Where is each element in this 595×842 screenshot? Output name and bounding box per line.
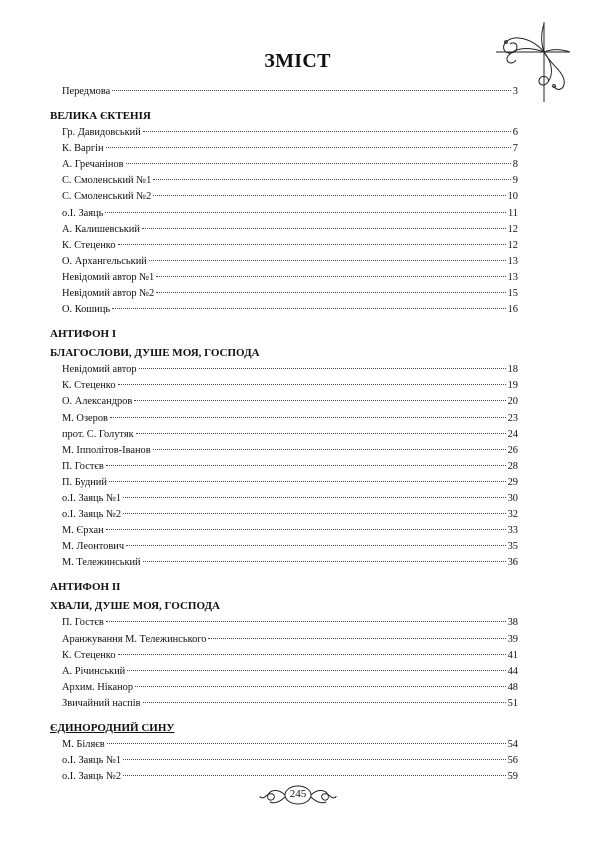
toc-entry[interactable] (50, 459, 518, 475)
toc-entry-label: М. Тележинський (62, 557, 141, 569)
toc-entry-label: О. Кошиць (62, 304, 111, 316)
toc-entry-label: о.І. Заяць (62, 207, 104, 219)
toc-entry-page: 54 (507, 739, 518, 750)
toc-entry-label: С. Смоленський №2 (62, 191, 152, 203)
toc-entry-page: 23 (507, 412, 518, 424)
page-title: ЗМІСТ (264, 50, 331, 72)
page-number-ornament (258, 782, 338, 808)
toc-entry-page: 35 (507, 541, 518, 553)
toc-entry-label: П. Гостєв (62, 460, 104, 472)
toc-entry[interactable] (50, 362, 518, 378)
toc-entry-page: 24 (507, 428, 518, 440)
toc-entry[interactable] (50, 491, 518, 507)
toc-entry-page: 3 (512, 86, 518, 97)
dot-leader (118, 244, 506, 245)
section-heading (50, 720, 518, 737)
toc-entry[interactable] (50, 270, 518, 286)
toc-entry-label: К. Стеценко (62, 649, 116, 661)
toc-entry-label: Гр. Давидовський (62, 127, 141, 139)
toc-entry[interactable] (50, 254, 518, 270)
dot-leader (127, 670, 505, 671)
dot-leader (135, 686, 506, 687)
dot-leader (123, 497, 506, 498)
toc-entry[interactable] (50, 615, 518, 631)
toc-entry-label: К. Стеценко (62, 239, 116, 251)
toc-entry-label: К. Стеценко (62, 380, 116, 392)
dot-leader (118, 384, 506, 385)
section-heading (50, 326, 518, 343)
dot-leader (143, 702, 506, 703)
toc-entry-label: Аранжування М. Тележинського (62, 633, 207, 645)
toc-entry-label: Невідомий автор (62, 364, 137, 376)
dot-leader (149, 260, 506, 261)
dot-leader (118, 654, 506, 655)
toc-entry[interactable] (50, 286, 518, 302)
section-heading-text: ХВАЛИ, ДУШЕ МОЯ, ГОСПОДА (50, 600, 220, 613)
toc-entry[interactable] (50, 507, 518, 523)
toc-entry-page: 11 (507, 207, 518, 219)
toc-entry-label: прот. С. Голутяк (62, 428, 134, 440)
toc-entry-page: 20 (507, 396, 518, 408)
dot-leader (105, 212, 506, 213)
toc-entry[interactable] (50, 222, 518, 238)
toc-entry[interactable] (50, 173, 518, 189)
toc-entry-page: 8 (512, 159, 518, 171)
toc-entry-page: 44 (507, 665, 518, 677)
toc-entry-label: Звичайний наспів (62, 697, 141, 709)
toc-entry[interactable] (50, 125, 518, 141)
dot-leader (110, 417, 506, 418)
dot-leader (106, 529, 506, 530)
toc-entry-label: М. Леонтович (62, 541, 125, 553)
toc-entry-label: Передмова (62, 86, 111, 97)
toc-entry-label: А. Річинський (62, 665, 126, 677)
toc-entry-label: Невідомий автор №1 (62, 271, 155, 283)
toc-entry[interactable] (50, 411, 518, 427)
toc-entry-label: о.І. Заяць №1 (62, 755, 122, 767)
toc-entry-page: 9 (512, 175, 518, 187)
toc-entry-label: А. Калишевський (62, 223, 140, 235)
toc-entry-page: 15 (507, 288, 518, 300)
section-heading-text: ЄДИНОРОДНИЙ СИНУ (50, 722, 175, 734)
dot-leader (143, 561, 506, 562)
dot-leader (156, 292, 505, 293)
dot-leader (153, 195, 505, 196)
toc-entry[interactable] (50, 475, 518, 491)
toc-entry-page: 18 (507, 364, 518, 376)
toc-entry[interactable] (50, 206, 518, 222)
dot-leader (112, 308, 505, 309)
toc-entry[interactable] (50, 141, 518, 157)
toc-entry[interactable] (50, 523, 518, 539)
dot-leader (123, 775, 506, 776)
toc-entry-page: 59 (507, 771, 518, 783)
toc-entry[interactable] (50, 648, 518, 664)
toc-entry-label: К. Варгін (62, 143, 104, 155)
toc-entry[interactable] (50, 157, 518, 173)
toc-entry-page: 16 (507, 304, 518, 316)
dot-leader (123, 759, 506, 760)
toc-entry-label: М. Біляєв (62, 739, 105, 750)
dot-leader (126, 163, 511, 164)
toc-entry-preface[interactable] (50, 84, 518, 100)
toc-entry-page: 33 (507, 525, 518, 537)
section-heading-text: ВЕЛИКА ЄКТЕНІЯ (50, 110, 151, 123)
toc-entry[interactable] (50, 753, 518, 769)
toc-entry-page: 10 (507, 191, 518, 203)
toc-entry-page: 32 (507, 509, 518, 521)
dot-leader (136, 433, 506, 434)
toc-entry-page: 38 (507, 617, 518, 629)
toc-entry-page: 30 (507, 492, 518, 504)
dot-leader (153, 179, 511, 180)
section-heading (50, 579, 518, 596)
page-number: 245 (289, 788, 307, 800)
toc-entry-label: П. Будний (62, 476, 107, 488)
toc-entry-page: 28 (507, 460, 518, 472)
toc-entry[interactable] (50, 632, 518, 648)
toc-entry-page: 48 (507, 681, 518, 693)
dot-leader (139, 368, 506, 369)
toc-entry[interactable] (50, 539, 518, 555)
toc-entry-page: 6 (512, 127, 518, 139)
dot-leader (112, 90, 511, 91)
toc-entry-label: М. Іпполітов-Іванов (62, 444, 151, 456)
toc-entry-label: о.І. Заяць №2 (62, 509, 122, 521)
toc-entry[interactable] (50, 696, 518, 712)
toc-entry-page: 13 (507, 271, 518, 283)
dot-leader (153, 449, 506, 450)
section-heading (50, 345, 518, 362)
toc-entry[interactable] (50, 427, 518, 443)
dot-leader (142, 228, 506, 229)
toc-entry-label: С. Смоленський №1 (62, 175, 152, 187)
toc-entry-page: 36 (507, 557, 518, 569)
section-heading-text: БЛАГОСЛОВИ, ДУШЕ МОЯ, ГОСПОДА (50, 347, 260, 360)
table-of-contents (50, 84, 518, 785)
toc-entry-page: 41 (507, 649, 518, 661)
toc-entry[interactable] (50, 555, 518, 571)
toc-entry-page: 13 (507, 255, 518, 267)
toc-entry-label: Архим. Ніканор (62, 681, 134, 693)
toc-entry[interactable] (50, 680, 518, 696)
section-heading (50, 598, 518, 615)
section-heading (50, 108, 518, 125)
toc-entry-label: О. Архангельський (62, 255, 147, 267)
toc-entry[interactable] (50, 189, 518, 205)
dot-leader (156, 276, 505, 277)
dot-leader (107, 743, 506, 744)
toc-entry-label: А. Гречанінов (62, 159, 124, 171)
toc-entry-page: 12 (507, 223, 518, 235)
toc-entry-label: М. Озеров (62, 412, 108, 424)
dot-leader (106, 465, 506, 466)
dot-leader (126, 545, 506, 546)
dot-leader (134, 400, 505, 401)
toc-entry[interactable] (50, 664, 518, 680)
toc-entry-label: о.І. Заяць №1 (62, 492, 122, 504)
section-heading-text: АНТИФОН ІІ (50, 581, 121, 594)
toc-entry-page: 19 (507, 380, 518, 392)
toc-entry-page: 29 (507, 476, 518, 488)
toc-entry-page: 39 (507, 633, 518, 645)
dot-leader (109, 481, 506, 482)
toc-entry[interactable] (50, 443, 518, 459)
dot-leader (106, 621, 506, 622)
toc-entry[interactable] (50, 378, 518, 394)
toc-entry-page: 56 (507, 755, 518, 767)
toc-entry-page: 12 (507, 239, 518, 251)
dot-leader (143, 131, 511, 132)
toc-entry[interactable] (50, 737, 518, 753)
toc-entry-page: 51 (507, 697, 518, 709)
toc-entry[interactable] (50, 394, 518, 410)
toc-entry-label: о.І. Заяць №2 (62, 771, 122, 783)
toc-entry-page: 26 (507, 444, 518, 456)
toc-entry[interactable] (50, 302, 518, 318)
toc-entry-label: Невідомий автор №2 (62, 288, 155, 300)
section-heading-text: АНТИФОН І (50, 328, 117, 341)
toc-entry-label: О. Александров (62, 396, 133, 408)
dot-leader (208, 638, 505, 639)
dot-leader (123, 513, 506, 514)
toc-entry-label: М. Єрхан (62, 525, 104, 537)
toc-entry-page: 7 (512, 143, 518, 155)
toc-entry-label: П. Гостєв (62, 617, 104, 629)
toc-entry[interactable] (50, 238, 518, 254)
dot-leader (106, 147, 511, 148)
